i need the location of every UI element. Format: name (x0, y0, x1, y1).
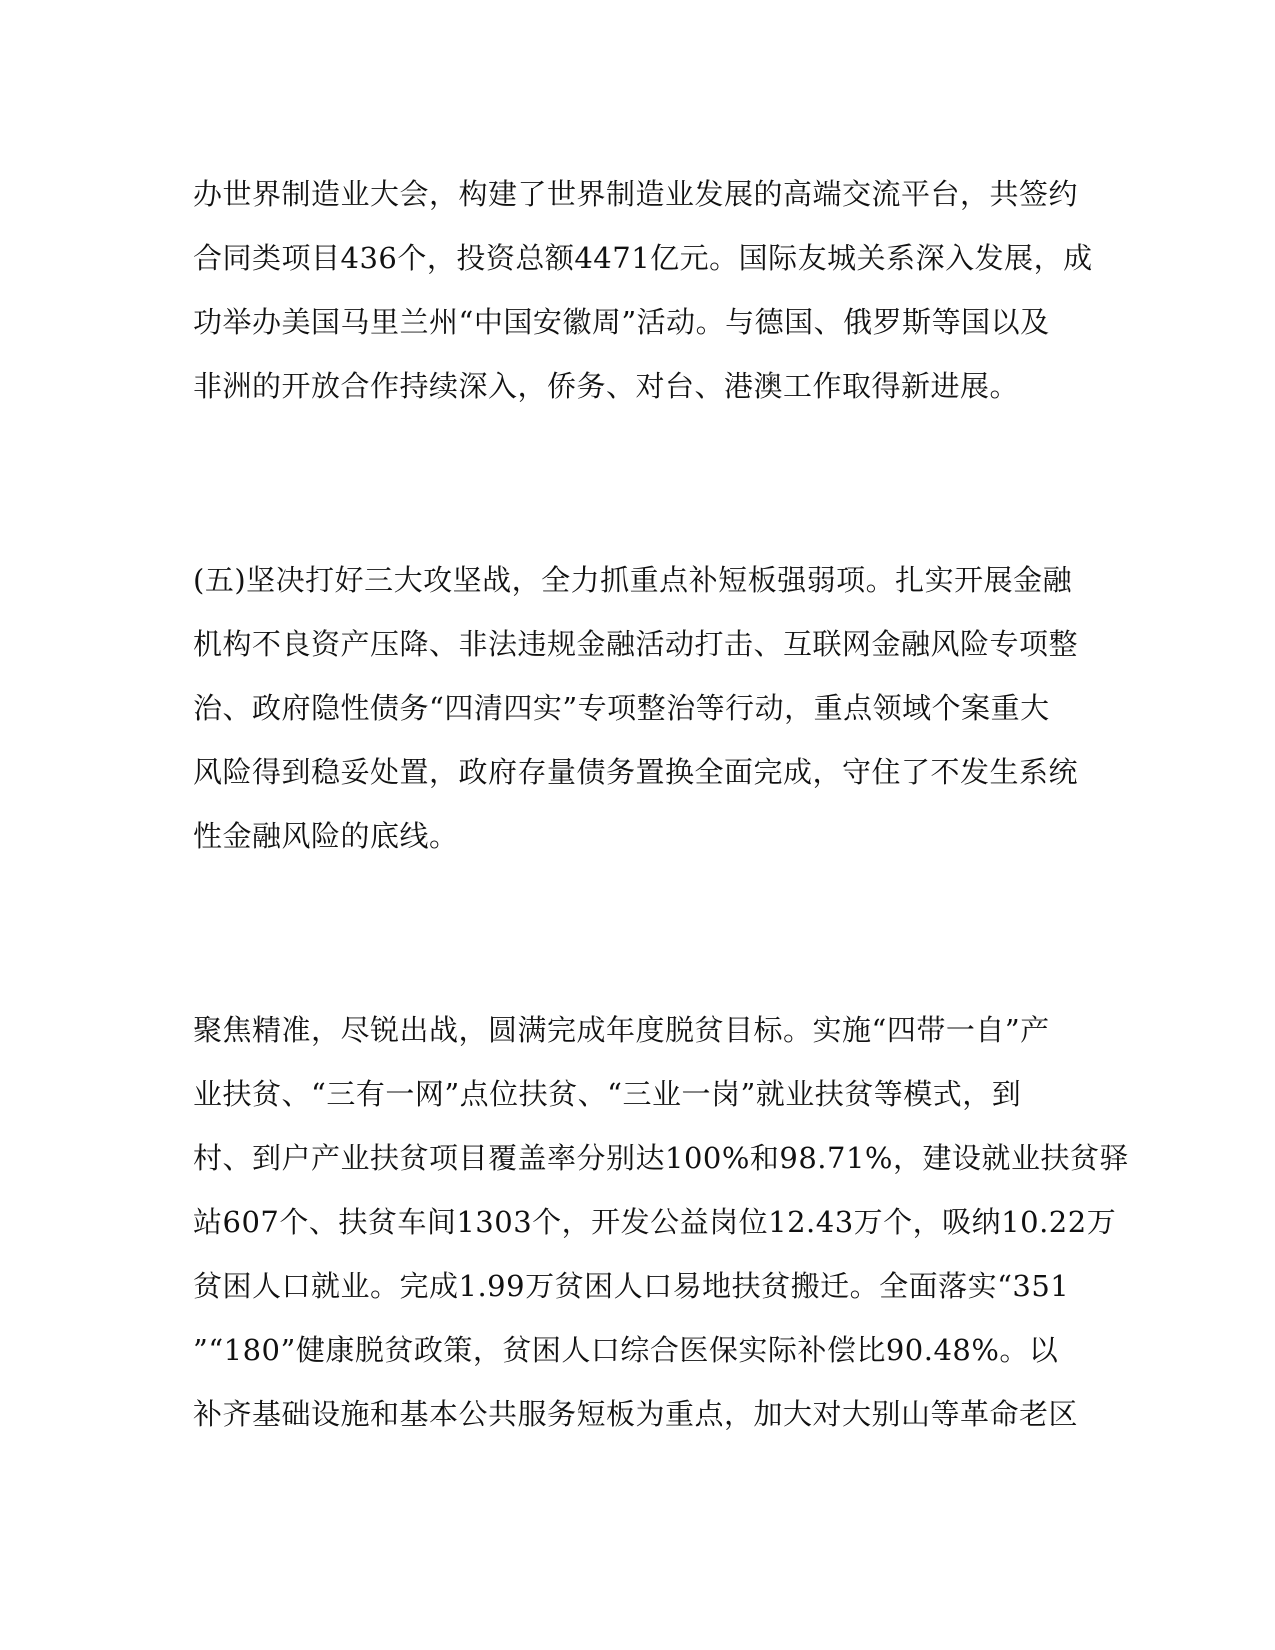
paragraph-financial-risk (193, 548, 1079, 868)
text-line: 站607个、扶贫车间1303个，开发公益岗位12.43万个，吸纳10.22万 (193, 1205, 1117, 1239)
text-line: 非洲的开放合作持续深入，侨务、对台、港澳工作取得新进展。 (193, 369, 1020, 403)
text-line: 贫困人口就业。完成1.99万贫困人口易地扶贫搬迁。全面落实“351 (193, 1269, 1070, 1303)
text-line: 风险得到稳妥处置，政府存量债务置换全面完成，守住了不发生系统 (193, 755, 1079, 789)
text-line: ”“180”健康脱贫政策，贫困人口综合医保实际补偿比90.48%。以 (193, 1333, 1059, 1367)
text-line: 聚焦精准，尽锐出战，圆满完成年度脱贫目标。实施“四带一自”产 (193, 1013, 1050, 1047)
paragraph-poverty-alleviation (193, 998, 1129, 1446)
text-line: 合同类项目436个，投资总额4471亿元。国际友城关系深入发展，成 (193, 241, 1093, 275)
text-line: 功举办美国马里兰州“中国安徽周”活动。与德国、俄罗斯等国以及 (193, 305, 1050, 339)
paragraph-international-cooperation (193, 162, 1093, 418)
text-line: 性金融风险的底线。 (193, 819, 459, 853)
text-line: 补齐基础设施和基本公共服务短板为重点，加大对大别山等革命老区 (193, 1397, 1079, 1431)
text-line: 办世界制造业大会，构建了世界制造业发展的高端交流平台，共签约 (193, 177, 1079, 211)
text-line: (五)坚决打好三大攻坚战，全力抓重点补短板强弱项。扎实开展金融 (193, 563, 1073, 597)
text-line: 治、政府隐性债务“四清四实”专项整治等行动，重点领域个案重大 (193, 691, 1050, 725)
text-line: 业扶贫、“三有一网”点位扶贫、“三业一岗”就业扶贫等模式，到 (193, 1077, 1022, 1111)
text-line: 机构不良资产压降、非法违规金融活动打击、互联网金融风险专项整 (193, 627, 1079, 661)
text-line: 村、到户产业扶贫项目覆盖率分别达100%和98.71%，建设就业扶贫驿 (193, 1141, 1129, 1175)
